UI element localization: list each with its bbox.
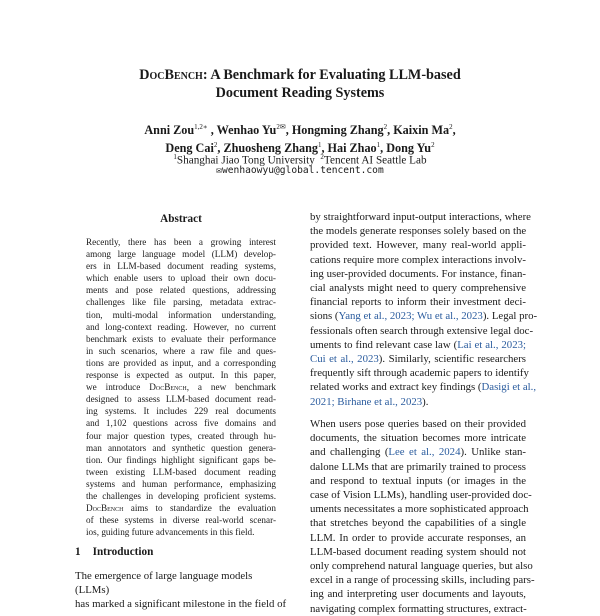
abstract-line: tions are provided as input, and a corresponding <box>86 357 276 368</box>
body-line: by straightforward input-output interactions, where <box>310 211 531 223</box>
body-line: LLM-based document reading system should not <box>310 545 526 558</box>
body-line: documents, the situation becomes more intricate <box>310 432 526 445</box>
author-name: Deng Cai <box>165 140 214 155</box>
abstract-line: and long-context reading. However, no current <box>86 321 276 332</box>
body-line: uments to find relevant case law (Lai et al., 2023; <box>310 338 526 351</box>
introduction-text-right-paragraph-2 <box>310 417 535 616</box>
body-line: The emergence of large language models (LLMs) <box>75 570 253 597</box>
author-affil: 2 <box>383 123 388 131</box>
benchmark-name: DocBench <box>86 503 124 514</box>
abstract-line: designed to assess LLM-based document read- <box>86 394 276 405</box>
section-title: Introduction <box>92 546 154 558</box>
abstract-line: which enable users to upload their own docu- <box>86 273 276 284</box>
author-name: Hai Zhao <box>327 140 377 155</box>
title-benchmark-name: DocBench <box>139 67 203 83</box>
section-heading-introduction <box>75 545 153 559</box>
citation-link[interactable]: Lee et al., 2024 <box>388 446 461 459</box>
abstract-line: benchmark exists to evaluate their performance <box>86 333 276 344</box>
body-line: and respond to textual inputs (or images in the <box>310 474 526 487</box>
benchmark-name: DocBench <box>149 382 187 393</box>
body-line: that stretches beyond the capabilities of a single <box>310 517 526 530</box>
abstract-line: systems and human performance, emphasizing <box>86 478 276 489</box>
title-rest: : A Benchmark for Evaluating LLM-based <box>202 67 461 83</box>
body-line: cial analysts might need to query comprehensive <box>310 282 526 295</box>
citation-link[interactable]: 2021; Birhane et al., 2023 <box>310 395 423 408</box>
body-line: cations require more complex interactions involv- <box>310 253 526 266</box>
abstract-line: tween existing LLM-based document reading <box>86 466 276 477</box>
author-list: Anni Zou$^{1,2∗}$ , Wenhao $Yu^{2✉}$, Hongming Zhang$^2$, Kaixin Ma$^2$, Deng Cai$^2$, Zhuosheng Zhang$^1$, Hai Zhao$^1$, Dong Yu$^2$ <box>144 123 456 155</box>
abstract-line: in such scenarios, where a raw file and ques- <box>86 345 276 356</box>
abstract-line: of these systems in diverse real-world scenar- <box>86 515 276 526</box>
abstract-line: we introduce DocBench, a new benchmark <box>86 382 276 393</box>
author-name: Kaixin Ma <box>393 123 450 138</box>
abstract-line: ments and pose related questions, addressing <box>86 285 276 296</box>
abstract-line: among large language model (LLM) develop- <box>86 249 276 260</box>
body-line: case of Vision LLMs), handling user-provided doc- <box>310 489 532 502</box>
body-line: sions (Yang et al., 2023; Wu et al., 2023). Legal pro- <box>310 310 538 323</box>
abstract-text <box>86 236 276 538</box>
abstract-line: response is expected as output. In this paper, <box>86 370 276 381</box>
citation-link[interactable]: Dasigi et al., <box>481 381 537 394</box>
body-line: has marked a significant milestone in the field of <box>75 598 287 611</box>
author-affil: 1 <box>317 140 322 149</box>
body-line: dalone LLMs that are primarily trained to process <box>310 460 526 473</box>
body-line: related works and extract key findings (Dasigi et al., <box>310 381 537 394</box>
abstract-line: Recently, there has been a growing interest <box>86 237 276 247</box>
author-affil: 1,2∗ <box>194 123 208 131</box>
body-line: When users pose queries based on their provided <box>310 418 526 430</box>
introduction-text-right-paragraph-1 <box>310 210 538 409</box>
body-line: LLM. In order to provide accurate responses, an <box>310 531 526 544</box>
body-line: ing and interpreting user documents and layouts, <box>310 588 526 601</box>
body-line: frequently sift through academic papers to identify <box>310 367 529 380</box>
author-name: Zhuosheng Zhang <box>223 140 318 155</box>
paper-title <box>0 66 600 102</box>
affiliation-2: Tencent AI Seattle Lab <box>323 154 427 167</box>
abstract-line: and 1,102 questions across five domains and <box>86 418 276 429</box>
abstract-line: tion, multi-modal information understanding, <box>86 309 276 320</box>
abstract-heading: Abstract <box>160 213 202 225</box>
section-number: 1 <box>75 546 81 558</box>
abstract-line: ios, guiding future advancements in this field. <box>86 527 255 538</box>
body-line: provided text. However, many real-world appli- <box>310 239 526 252</box>
abstract-line: ing systems. It includes 229 real documents <box>86 406 276 417</box>
abstract-line: ers in LLM-based document reading systems, <box>86 261 276 272</box>
affil-marker: 1 <box>173 153 177 161</box>
abstract-line: DocBench aims to standardize the evaluation <box>86 503 276 514</box>
author-affil: 2✉ <box>276 123 286 131</box>
body-line: financial reports to inform their investment deci- <box>310 296 526 309</box>
abstract-line: challenges like file parsing, metadata extrac- <box>86 297 276 308</box>
body-line: fessionals often search through extensive legal doc- <box>310 324 534 337</box>
citation-link[interactable]: Cui et al., 2023 <box>310 353 379 366</box>
author-affil: 2 <box>431 140 435 149</box>
abstract-line: tion. Our findings highlight significant gaps be- <box>86 454 276 465</box>
citation-link[interactable]: Yang et al., 2023; Wu et al., 2023 <box>338 310 483 323</box>
body-line: 2021; Birhane et al., 2023). <box>310 395 429 408</box>
author-name: Anni Zou <box>144 123 195 138</box>
body-line: only comprehend natural language queries, but also <box>310 560 533 573</box>
citation-link[interactable]: Lai et al., 2023; <box>457 338 526 351</box>
introduction-text-left <box>75 569 287 612</box>
body-line: uments necessitates a more sophisticated approach <box>310 503 529 516</box>
abstract-line: man annotators and synthetic question genera- <box>86 442 276 453</box>
contact-email[interactable]: ✉wenhaowyu@global.tencent.com <box>216 165 384 176</box>
body-line: the models generate responses solely based on the <box>310 225 527 238</box>
body-line: ing user-provided documents. For instance, finan- <box>310 267 526 280</box>
author-name: Hongming Zhang <box>291 123 384 138</box>
body-line: and challenging (Lee et al., 2024). Unlike stan- <box>310 446 526 459</box>
abstract-line: four major question types, created through hu- <box>86 430 276 441</box>
author-affil: 2 <box>213 140 218 149</box>
author-affil: 2 <box>449 123 453 131</box>
author-affil: 1 <box>376 140 381 149</box>
body-line: excel in a range of processing skills, including pars- <box>310 574 535 587</box>
abstract-line: the challenges in developing proficient systems. <box>86 490 276 501</box>
body-line: navigating complex formatting structures, extract- <box>310 602 527 615</box>
author-name: Dong Yu <box>386 140 432 155</box>
title-line-2: Document Reading Systems <box>215 85 385 101</box>
author-name: Wenhao Yu <box>216 123 277 138</box>
body-line: Cui et al., 2023). Similarly, scientific researchers <box>310 353 526 366</box>
affil-marker: 2 <box>320 153 324 161</box>
affiliation-1: Shanghai Jiao Tong University <box>176 154 315 167</box>
